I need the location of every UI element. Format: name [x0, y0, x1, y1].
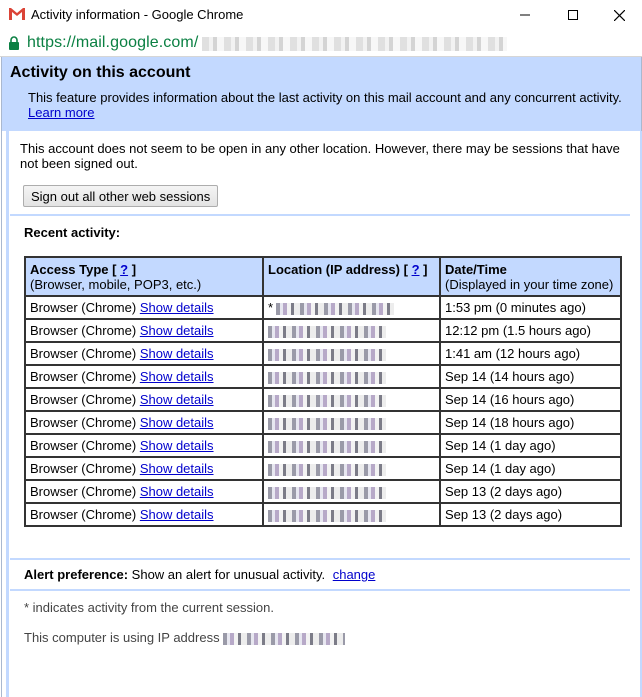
- table-row: [25, 296, 621, 319]
- show-details-link[interactable]: Show details: [139, 392, 214, 407]
- sign-out-all-sessions-button[interactable]: Sign out all other web sessions: [23, 185, 218, 207]
- table-row: [25, 319, 621, 342]
- change-alert-link[interactable]: change: [332, 567, 376, 582]
- access-type-value: Browser (Chrome): [30, 392, 137, 407]
- table-row: [25, 411, 621, 434]
- datetime-cell: [440, 480, 621, 503]
- minimize-icon: [520, 10, 530, 20]
- location-cell: [263, 342, 440, 365]
- datetime-cell: [440, 411, 621, 434]
- location-cell: [263, 411, 440, 434]
- minimize-button[interactable]: [502, 0, 548, 30]
- gmail-icon: [9, 8, 25, 20]
- divider: [10, 558, 630, 560]
- current-session-note: * indicates activity from the current session.: [24, 600, 274, 615]
- table-row: [25, 457, 621, 480]
- close-icon: [614, 10, 625, 21]
- datetime-value: Sep 14 (1 day ago): [445, 461, 556, 476]
- redacted-ip: [268, 510, 386, 522]
- computer-ip-text: This computer is using IP address: [24, 630, 220, 645]
- location-cell: [263, 296, 440, 319]
- learn-more-link[interactable]: Learn more: [28, 105, 95, 120]
- datetime-value: Sep 13 (2 days ago): [445, 507, 563, 522]
- maximize-icon: [568, 10, 578, 20]
- column-header-location: Location (IP address) [ ? ]: [263, 257, 440, 296]
- window-titlebar: [0, 0, 642, 30]
- redacted-ip: [268, 487, 386, 499]
- status-message: This account does not seem to be open in any other location. However, there may be sessions that have not been signed out.: [20, 141, 620, 171]
- redacted-ip: [268, 464, 386, 476]
- access-type-cell: [25, 296, 263, 319]
- location-cell: [263, 434, 440, 457]
- datetime-label: Date/Time: [445, 261, 507, 277]
- datetime-sublabel: (Displayed in your time zone): [445, 276, 614, 292]
- access-type-cell: [25, 434, 263, 457]
- access-type-cell: [25, 365, 263, 388]
- location-cell: [263, 480, 440, 503]
- access-type-cell: [25, 457, 263, 480]
- datetime-value: Sep 14 (16 hours ago): [445, 392, 575, 407]
- access-type-value: Browser (Chrome): [30, 507, 137, 522]
- redacted-ip: [223, 633, 345, 645]
- table-header-row: [25, 257, 621, 296]
- column-header-datetime: [440, 257, 621, 296]
- datetime-value: Sep 14 (14 hours ago): [445, 369, 575, 384]
- show-details-link[interactable]: Show details: [139, 323, 214, 338]
- access-type-cell: [25, 319, 263, 342]
- datetime-cell: [440, 365, 621, 388]
- table-row: [25, 434, 621, 457]
- location-cell: [263, 365, 440, 388]
- datetime-value: Sep 14 (18 hours ago): [445, 415, 575, 430]
- datetime-value: Sep 14 (1 day ago): [445, 438, 556, 453]
- redacted-ip: [268, 326, 386, 338]
- location-cell: [263, 503, 440, 526]
- access-type-value: Browser (Chrome): [30, 346, 137, 361]
- access-type-help-link[interactable]: ?: [120, 261, 129, 277]
- show-details-link[interactable]: Show details: [139, 507, 214, 522]
- table-row: [25, 342, 621, 365]
- access-type-cell: [25, 342, 263, 365]
- close-button[interactable]: [596, 0, 642, 30]
- location-label: Location (IP address): [268, 261, 400, 277]
- access-type-value: Browser (Chrome): [30, 484, 137, 499]
- location-help-link[interactable]: ?: [411, 261, 420, 277]
- datetime-value: 12:12 pm (1.5 hours ago): [445, 323, 591, 338]
- computer-ip-line: [24, 630, 345, 645]
- alert-preference-label: Alert preference:: [24, 567, 129, 582]
- activity-table: [24, 256, 622, 527]
- show-details-link[interactable]: Show details: [139, 438, 214, 453]
- redacted-ip: [268, 349, 386, 361]
- lock-icon: [8, 36, 20, 50]
- redacted-ip: [268, 418, 386, 430]
- show-details-link[interactable]: Show details: [139, 369, 214, 384]
- show-details-link[interactable]: Show details: [139, 346, 214, 361]
- redacted-url: [202, 37, 507, 51]
- column-header-access-type: Access Type [ ? ] (Browser, mobile, POP3, etc.): [25, 257, 263, 296]
- table-row: [25, 480, 621, 503]
- show-details-link[interactable]: Show details: [139, 484, 214, 499]
- datetime-cell: [440, 342, 621, 365]
- page-description: This feature provides information about the last activity on this mail account and any concurrent activity.: [28, 90, 622, 105]
- divider: [10, 214, 630, 216]
- location-cell: [263, 319, 440, 342]
- datetime-cell: [440, 319, 621, 342]
- divider: [10, 589, 630, 591]
- redacted-ip: [268, 395, 386, 407]
- location-cell: [263, 457, 440, 480]
- show-details-link[interactable]: Show details: [139, 300, 214, 315]
- access-type-cell: [25, 388, 263, 411]
- access-type-value: Browser (Chrome): [30, 300, 137, 315]
- header-band: [2, 57, 641, 131]
- access-type-label: Access Type: [30, 261, 109, 277]
- datetime-cell: [440, 296, 621, 319]
- access-type-cell: [25, 411, 263, 434]
- alert-preference: [24, 567, 375, 582]
- access-type-value: Browser (Chrome): [30, 461, 137, 476]
- window-title: Activity information - Google Chrome: [31, 7, 244, 22]
- redacted-ip: [276, 303, 394, 315]
- location-cell: [263, 388, 440, 411]
- datetime-value: 1:53 pm (0 minutes ago): [445, 300, 586, 315]
- access-type-sublabel: (Browser, mobile, POP3, etc.): [30, 276, 202, 292]
- page-title: Activity on this account: [10, 64, 191, 81]
- redacted-ip: [268, 441, 386, 453]
- datetime-cell: [440, 434, 621, 457]
- access-type-value: Browser (Chrome): [30, 323, 137, 338]
- table-row: [25, 503, 621, 526]
- current-session-marker: *: [268, 300, 274, 315]
- maximize-button[interactable]: [550, 0, 596, 30]
- access-type-cell: [25, 480, 263, 503]
- datetime-cell: [440, 503, 621, 526]
- datetime-cell: [440, 388, 621, 411]
- alert-preference-text: Show an alert for unusual activity.: [131, 567, 326, 582]
- url-text: https://mail.google.com/: [27, 34, 199, 51]
- show-details-link[interactable]: Show details: [139, 415, 214, 430]
- datetime-value: 1:41 am (12 hours ago): [445, 346, 581, 361]
- access-type-value: Browser (Chrome): [30, 415, 137, 430]
- table-row: [25, 365, 621, 388]
- datetime-value: Sep 13 (2 days ago): [445, 484, 563, 499]
- access-type-value: Browser (Chrome): [30, 438, 137, 453]
- access-type-cell: [25, 503, 263, 526]
- access-type-value: Browser (Chrome): [30, 369, 137, 384]
- show-details-link[interactable]: Show details: [139, 461, 214, 476]
- activity-page: [1, 57, 642, 697]
- recent-activity-label: Recent activity:: [24, 225, 121, 240]
- table-row: [25, 388, 621, 411]
- datetime-cell: [440, 457, 621, 480]
- redacted-ip: [268, 372, 386, 384]
